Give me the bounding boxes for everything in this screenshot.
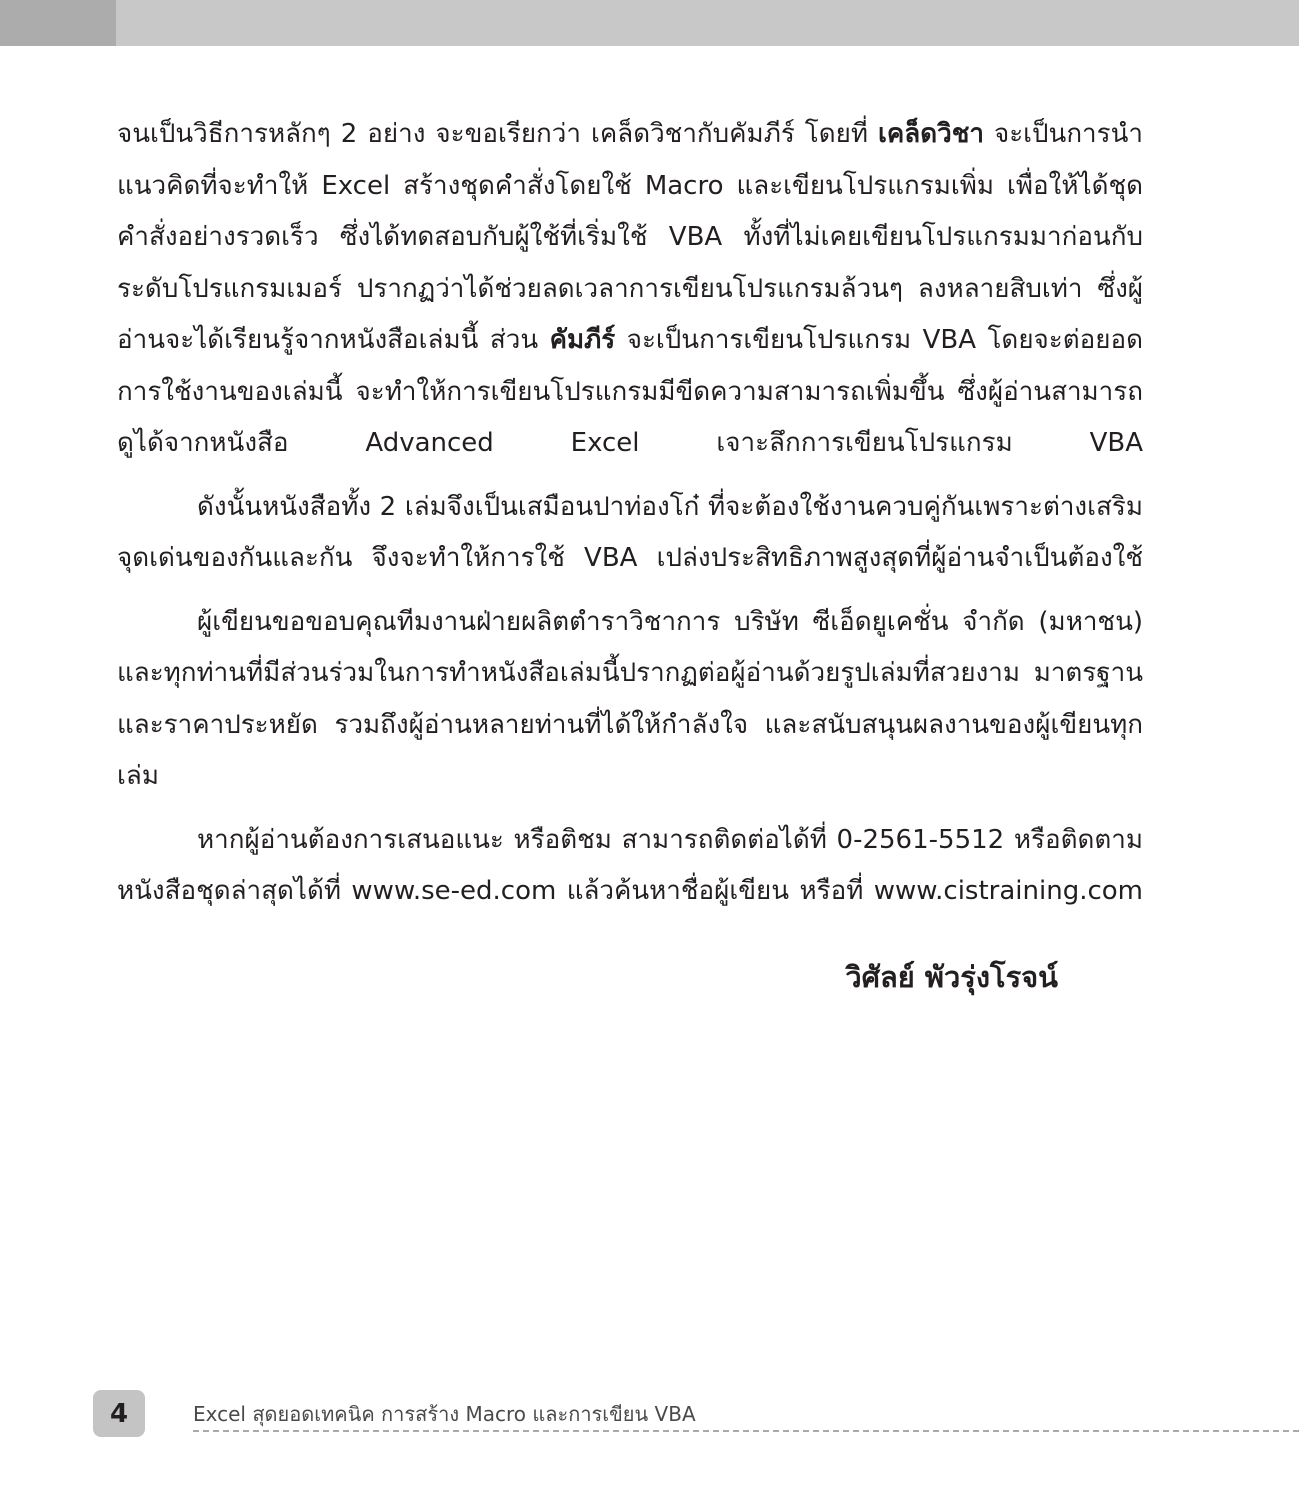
author-signature: วิศัลย์ พัวรุ่งโรจน์ — [845, 960, 1058, 994]
p1-bold-term-kamphee: คัมภีร์ — [549, 325, 616, 355]
p1-bold-term-kleud-wicha: เคล็ดวิชา — [878, 119, 984, 149]
paragraph-3 — [117, 597, 1143, 803]
footer-dashed-rule — [193, 1430, 1299, 1432]
running-footer-title: Excel สุดยอดเทคนิค การสร้าง Macro และการเขียน VBA — [193, 1402, 696, 1426]
header-band — [0, 0, 1299, 46]
p1-run-1: จนเป็นวิธีการหลักๆ 2 อย่าง จะขอเรียกว่า เคล็ดวิชากับคัมภีร์ โดยที่ — [117, 119, 879, 149]
header-band-tab — [0, 0, 116, 46]
page-number-badge — [93, 1390, 145, 1437]
page-number: 4 — [109, 1398, 129, 1429]
p1-run-2: จะเป็นการนำแนวคิดที่จะทำให้ Excel สร้างชุดคำสั่งโดยใช้ Macro และเขียนโปรแกรมเพิ่ม เพื่อให้ได้ชุดคำสั่งอย่างรวดเร็ว ซึ่งได้ทดสอบกับผู้ใช้ที่เริ่มใช้ VBA ทั้งที่ไม่เคยเขียนโปรแกรมมาก่อนกับระดับโปรแกรมเมอร์ ปรากฏว่าได้ช่วยลดเวลาการเขียนโปรแกรมล้วนๆ ลงหลายสิบเท่า ซึ่งผู้อ่านจะได้เรียนรู้จากหนังสือเล่มนี้ ส่วน — [117, 119, 1143, 355]
p4-run-1: หากผู้อ่านต้องการเสนอแนะ หรือติชม สามารถติดต่อได้ที่ 0-2561-5512 หรือติดตามหนังสือชุดล่าสุดได้ที่ www.se-ed.com แล้วค้นหาชื่อผู้เขียน หรือที่ www.cistraining.com — [117, 824, 1143, 906]
p2-run-1: ดังนั้นหนังสือทั้ง 2 เล่มจึงเป็นเสมือนปาท่องโก๋ ที่จะต้องใช้งานควบคู่กันเพราะต่างเสริมจุดเด่นของกันและกัน จึงจะทำให้การใช้ VBA เปล่งประสิทธิภาพสูงสุดที่ผู้อ่านจำเป็นต้องใช้ — [117, 491, 1143, 573]
paragraph-4 — [117, 815, 1143, 918]
preface-body — [117, 109, 1143, 918]
p1-run-3: จะเป็นการเขียนโปรแกรม VBA โดยจะต่อยอดการใช้งานของเล่มนี้ จะทำให้การเขียนโปรแกรมมีขีดความสามารถเพิ่มขึ้น ซึ่งผู้อ่านสามารถดูได้จากหนังสือ Advanced Excel เจาะลึกการเขียนโปรแกรม VBA — [117, 325, 1143, 458]
paragraph-1 — [117, 109, 1143, 470]
p3-run-1: ผู้เขียนขอขอบคุณทีมงานฝ่ายผลิตตำราวิชาการ บริษัท ซีเอ็ดยูเคชั่น จำกัด (มหาชน) และทุกท่านที่มีส่วนร่วมในการทำหนังสือเล่มนี้ปรากฏต่อผู้อ่านด้วยรูปเล่มที่สวยงาม มาตรฐานและราคาประหยัด รวมถึงผู้อ่านหลายท่านที่ได้ให้กำลังใจ และสนับสนุนผลงานของผู้เขียนทุกเล่ม — [117, 606, 1143, 791]
paragraph-2 — [117, 482, 1143, 585]
